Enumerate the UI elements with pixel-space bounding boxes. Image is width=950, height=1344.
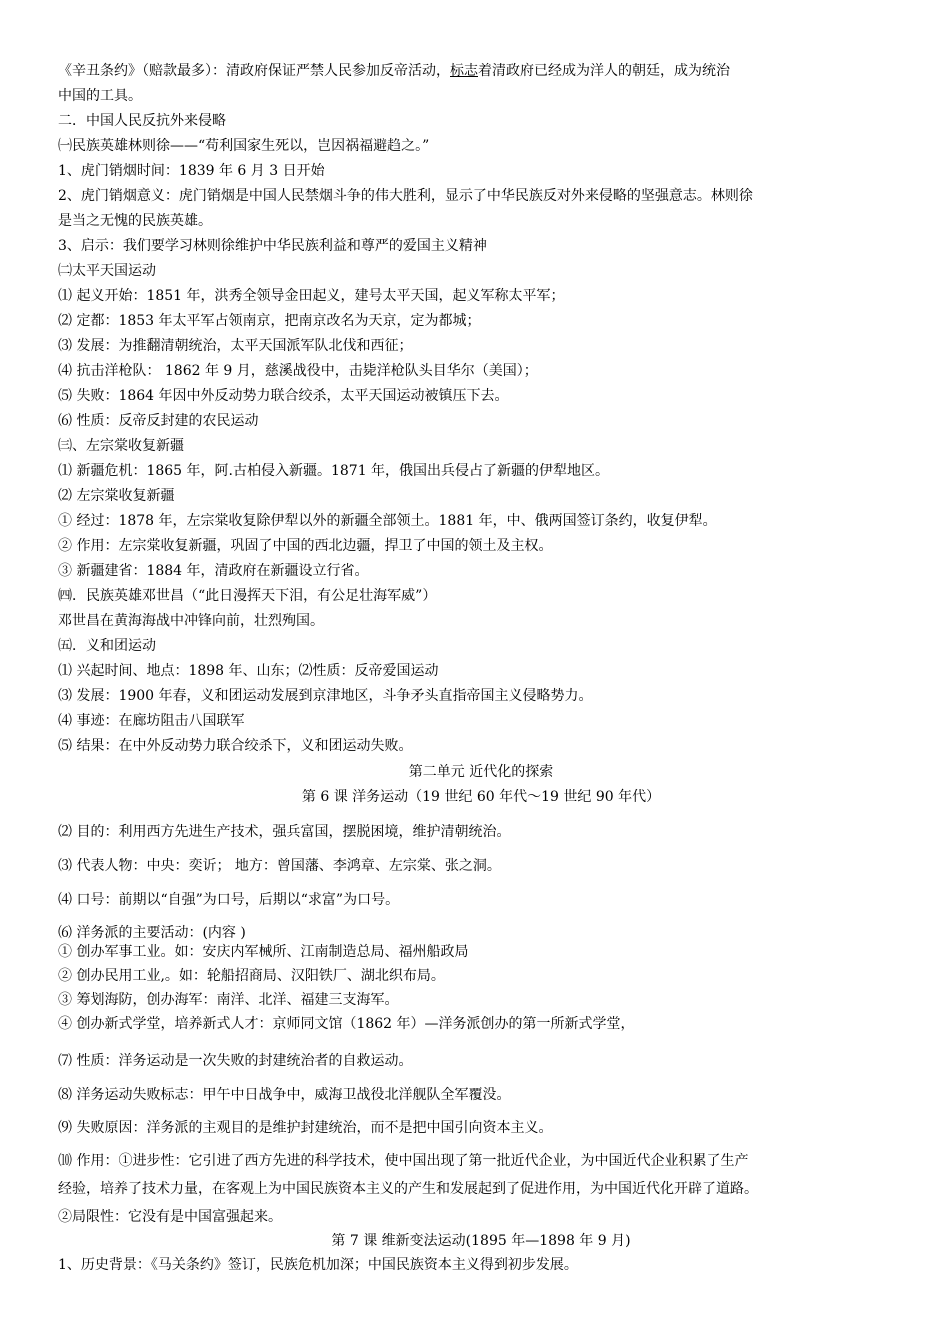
text-line: ⑴ 新疆危机：1865 年，阿.古柏侵入新疆。1871 年，俄国出兵侵占了新疆的伊犁地区。 [58,463,610,479]
list-item: ③ 筹划海防，创办海军：南洋、北洋、福建三支海军。 [58,992,399,1008]
text-line: 邓世昌在黄海海战中冲锋向前，壮烈殉国。 [58,613,324,629]
text-line: ⑴ 兴起时间、地点：1898 年、山东；⑵性质：反帝爱国运动 [58,663,439,679]
text-line: 1、虎门销烟时间：1839 年 6 月 3 日开始 [58,163,325,179]
text-line: ⑷ 抗击洋枪队： 1862 年 9 月，慈溪战役中，击毙洋枪队头目华尔（美国）； [58,363,538,379]
text-line: ① 经过：1878 年，左宗棠收复除伊犁以外的新疆全部领土。1881 年，中、俄两国签订条约，收复伊犁。 [58,513,717,529]
text-line: ⑶ 发展：1900 年春，义和团运动发展到京津地区，斗争矛头直指帝国主义侵略势力。 [58,688,593,704]
subsection-heading: ㈠民族英雄林则徐——“苟利国家生死以，岂因祸福避趋之。” [58,138,430,154]
text-line: ⑺ 性质：洋务运动是一次失败的封建统治者的自救运动。 [58,1053,413,1069]
underlined-word: 标志 [450,63,478,79]
text-line: ⑸ 结果：在中外反动势力联合绞杀下，义和团运动失败。 [58,738,413,754]
subsection-heading: ㈤．义和团运动 [58,638,156,654]
text-line: ⑶ 发展：为推翻清朝统治，太平天国派军队北伐和西征； [58,338,413,354]
text-line: 经验，培养了技术力量，在客观上为中国民族资本主义的产生和发展起到了促进作用，为中国近代化开辟了道路。 [58,1181,758,1197]
text-line: ③ 新疆建省：1884 年，清政府在新疆设立行省。 [58,563,369,579]
subsection-heading: ㈣．民族英雄邓世昌（“此日漫挥天下泪，有公足壮海军威”） [58,588,437,604]
text-line: ⑸ 失败：1864 年因中外反动势力联合绞杀，太平天国运动被镇压下去。 [58,388,509,404]
text-line: ⑵ 左宗棠收复新疆 [58,488,175,504]
text-line: ⑷ 事迹：在廊坊阻击八国联军 [58,713,245,729]
text-line: 1、历史背景：《马关条约》签订，民族危机加深；中国民族资本主义得到初步发展。 [58,1257,578,1273]
text-line: ⑵ 定都：1853 年太平军占领南京，把南京改名为天京，定为都城； [58,313,481,329]
text-line: ② 作用：左宗棠收复新疆，巩固了中国的西北边疆，捍卫了中国的领土及主权。 [58,538,553,554]
list-item: ① 创办军事工业。如：安庆内军械所、江南制造总局、福州船政局 [58,944,469,960]
subsection-heading: ㈢、左宗棠收复新疆 [58,438,184,454]
text-segment: 着清政府已经成为洋人的朝廷，成为统治 [478,63,730,79]
subsection-heading: ㈡太平天国运动 [58,263,156,279]
text-line: ②局限性：它没有是中国富强起来。 [58,1209,282,1225]
text-line: ⑹ 洋务派的主要活动：(内容 ) [58,925,246,941]
text-line: ⑶ 代表人物：中央：奕䜣； 地方：曾国藩、李鸿章、左宗棠、张之洞。 [58,858,501,874]
text-line [58,62,730,80]
text-line: ⑻ 洋务运动失败标志：甲午中日战争中，威海卫战役北洋舰队全军覆没。 [58,1087,511,1103]
list-item: ② 创办民用工业,。如：轮船招商局、汉阳铁厂、湖北织布局。 [58,968,445,984]
text-line: 3、启示：我们要学习林则徐维护中华民族利益和尊严的爱国主义精神 [58,238,487,254]
text-line: 中国的工具。 [58,88,142,104]
lesson-title: 第 6 课 洋务运动（19 世纪 60 年代～19 世纪 90 年代） [301,789,661,805]
text-segment: 《辛丑条约》（赔款最多）：清政府保证严禁人民参加反帝活动， [58,63,450,79]
text-line: ⑴ 起义开始：1851 年，洪秀全领导金田起义，建号太平天国，起义军称太平军； [58,288,565,304]
unit-title: 第二单元 近代化的探索 [408,764,554,780]
text-line: 2、虎门销烟意义：虎门销烟是中国人民禁烟斗争的伟大胜利，显示了中华民族反对外来侵略的坚强意志。林则徐 [58,188,753,204]
section-heading: 二．中国人民反抗外来侵略 [58,113,226,129]
lesson-title: 第 7 课 维新变法运动(1895 年—1898 年 9 月) [331,1233,631,1249]
text-line: ⑼ 失败原因：洋务派的主观目的是维护封建统治，而不是把中国引向资本主义。 [58,1120,553,1136]
list-item: ④ 创办新式学堂，培养新式人才：京师同文馆（1862 年）—洋务派创办的第一所新式学堂， [58,1016,635,1032]
text-line: 是当之无愧的民族英雄。 [58,213,212,229]
text-line: ⑽ 作用：①进步性：它引进了西方先进的科学技术，使中国出现了第一批近代企业，为中国近代企业积累了生产 [58,1153,749,1169]
text-line: ⑵ 目的：利用西方先进生产技术，强兵富国，摆脱困境，维护清朝统治。 [58,824,511,840]
text-line: ⑷ 口号：前期以“自强”为口号，后期以“求富”为口号。 [58,892,400,908]
text-line: ⑹ 性质：反帝反封建的农民运动 [58,413,259,429]
